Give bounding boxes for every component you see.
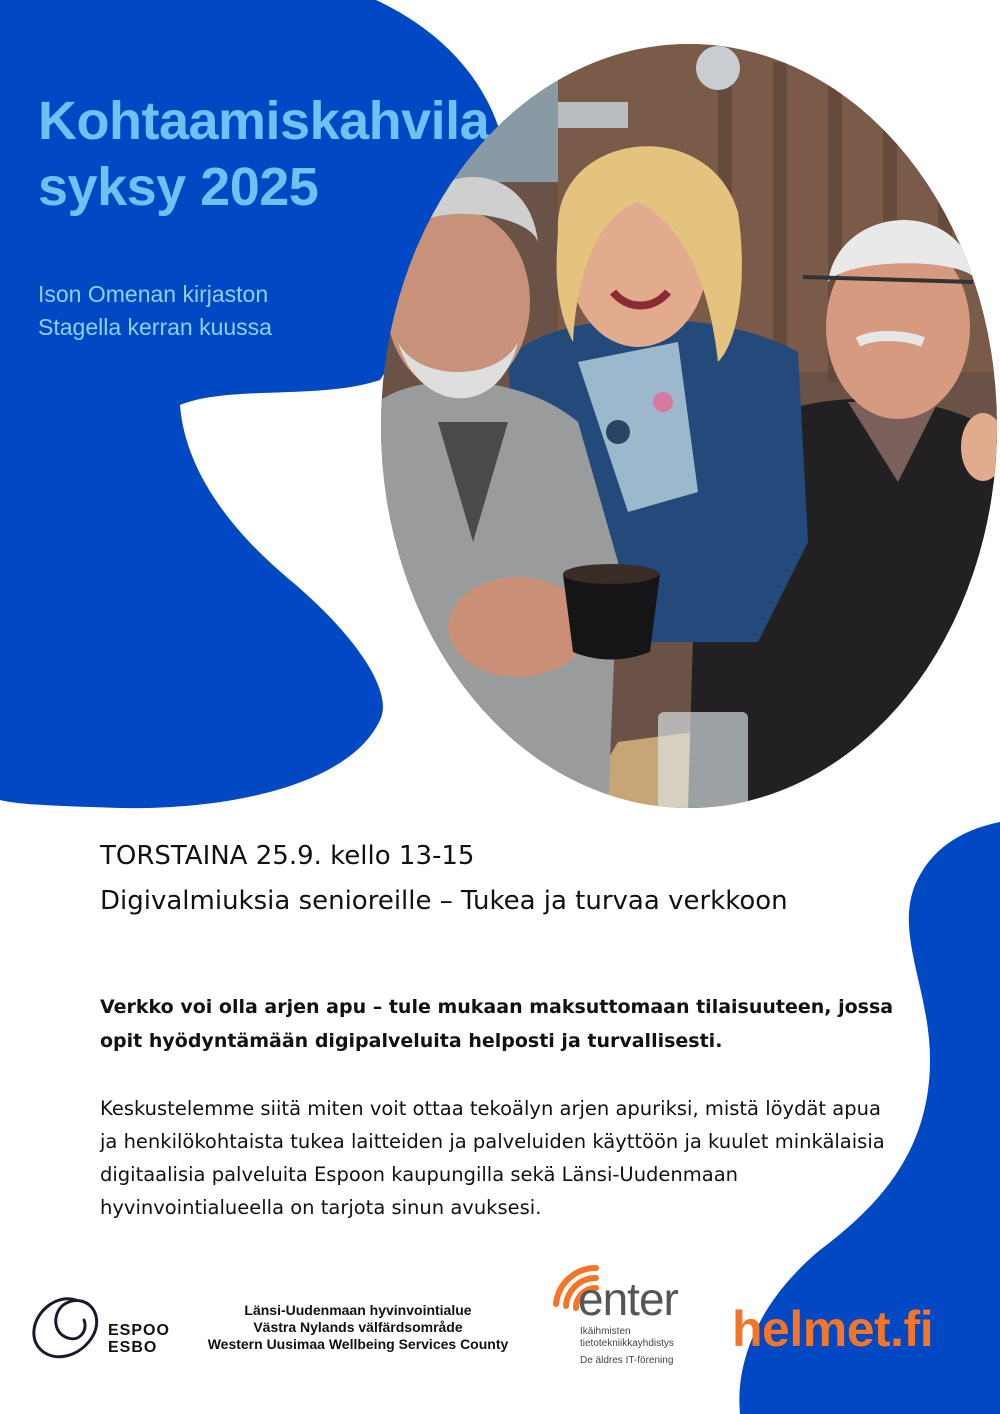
espoo-logo-icon xyxy=(28,1290,104,1366)
event-title: Digivalmiuksia senioreille – Tukea ja turvaa verkkoon xyxy=(100,886,788,916)
enter-tagline-sv: De äldres IT-förening xyxy=(580,1355,674,1366)
poster-subtitle xyxy=(38,278,272,344)
title-line-2: syksy 2025 xyxy=(38,157,319,217)
enter-tagline-fi-line2: tietotekniikkayhdistys xyxy=(580,1338,674,1349)
event-lead: Verkko voi olla arjen apu – tule mukaan maksuttomaan tilaisuuteen, jossa opit hyödyntämään digipalveluita helposti ja turvallisesti. xyxy=(100,996,894,1052)
event-description: Keskustelemme siitä miten voit ottaa tekoälyn arjen apuriksi, mistä löydät apua ja henkilökohtaista tukea laitteiden ja palveluiden käyttöön ja kuulet minkälaisia digitaalisia palveluita Espoon kaupungilla sekä Länsi-Uudenmaan hyvinvointialueella on tarjota sinun avuksesi. xyxy=(100,1097,885,1219)
enter-wordmark: enter xyxy=(578,1273,678,1325)
espoo-name: ESPOO xyxy=(108,1322,170,1339)
enter-tagline-fi xyxy=(580,1326,674,1350)
espoo-wordmark xyxy=(108,1322,170,1356)
title-line-1: Kohtaamiskahvila xyxy=(38,91,490,151)
esbo-name: ESBO xyxy=(108,1339,158,1356)
county-name-fi: Länsi-Uudenmaan hyvinvointialue xyxy=(244,1302,472,1318)
event-date: TORSTAINA 25.9. kello 13-15 xyxy=(100,841,475,871)
county-name-en: Western Uusimaa Wellbeing Services County xyxy=(207,1336,509,1352)
county-name-sv: Västra Nylands välfärdsområde xyxy=(253,1319,463,1335)
wellbeing-county-name xyxy=(190,1302,526,1353)
enter-tagline-fi-line1: Ikäihmisten xyxy=(580,1326,631,1337)
subtitle-line-1: Ison Omenan kirjaston xyxy=(38,281,269,307)
subtitle-line-2: Stagella kerran kuussa xyxy=(38,314,272,340)
seniors-coffee-photo xyxy=(378,42,1000,810)
helmet-logo: helmet.fi xyxy=(732,1301,934,1357)
